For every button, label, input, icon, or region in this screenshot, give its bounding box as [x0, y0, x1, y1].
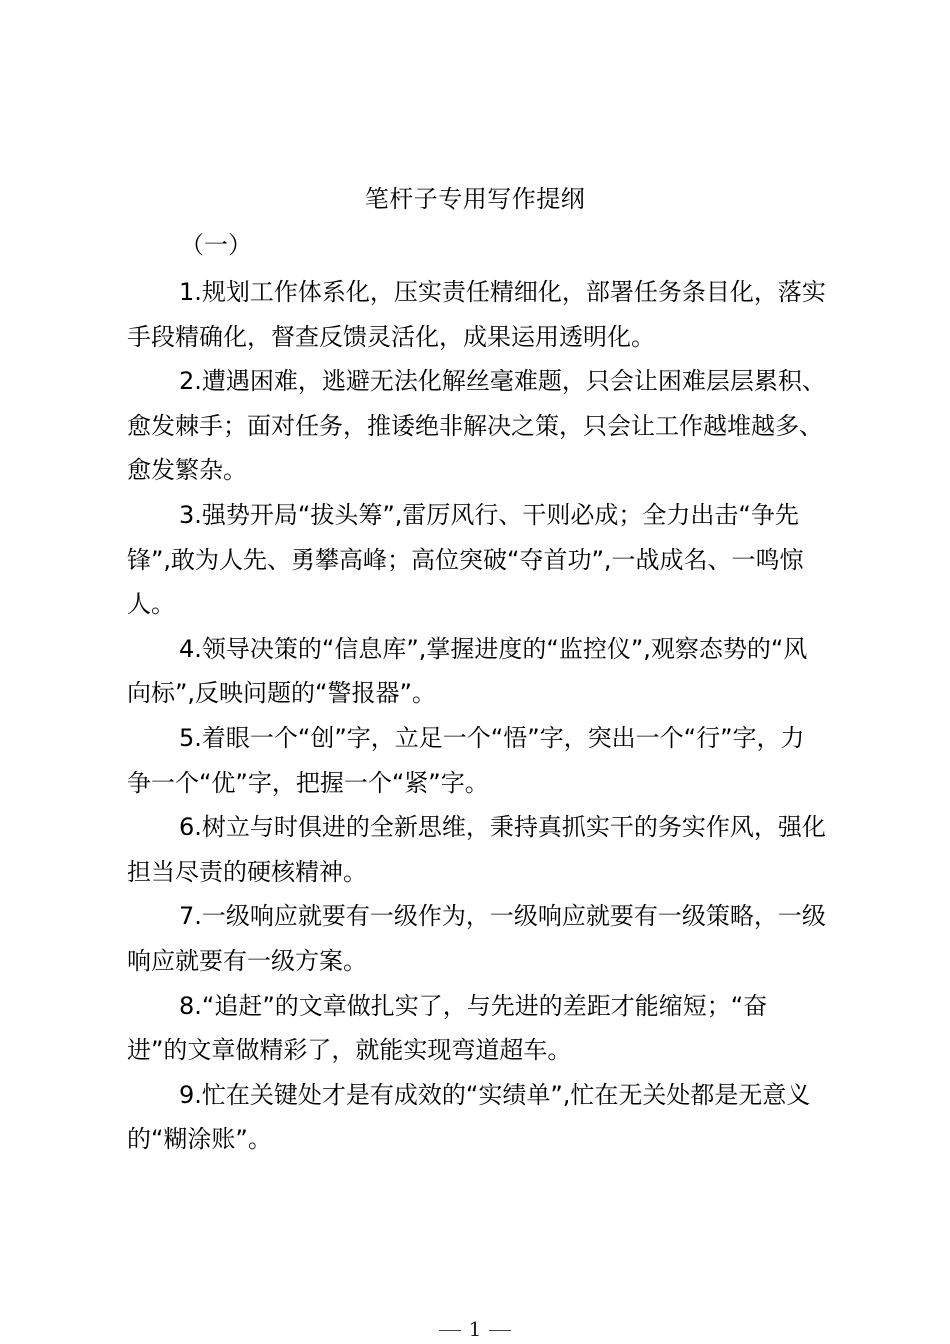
section-heading: （一） — [180, 231, 252, 259]
paragraph-2: 2.遭遇困难，逃避无法化解丝毫难题，只会让困难层层累积、愈发棘手；面对任务，推诿绝非解决之策，只会让工作越堆越多、愈发繁杂。 — [127, 367, 826, 485]
paragraph-3: 3.强势开局“拔头筹”,雷厉风行、干则必成；全力出击“争先锋”,敢为人先、勇攀高峰；高位突破“夺首功”,一战成名、一鸣惊人。 — [127, 500, 804, 619]
paragraph-9: 9.忙在关键处才是有成效的“实绩单”,忙在无关处都是无意义的“糊涂账”。 — [127, 1080, 811, 1154]
document-title: 笔杆子专用写作提纲 — [364, 185, 586, 213]
paragraph-4: 4.领导决策的“信息库”,掌握进度的“监控仪”,观察态势的“风向标”,反映问题的“警报器”。 — [127, 634, 808, 708]
page-number: 1 — [468, 1317, 482, 1341]
footer-dash-left — [439, 1330, 461, 1331]
document-body — [127, 270, 827, 1162]
paragraph-1: 1.规划工作体系化，压实责任精细化，部署任务条目化，落实手段精确化，督查反馈灵活化，成果运用透明化。 — [127, 278, 826, 351]
page-footer — [0, 1315, 950, 1343]
footer-dash-right — [489, 1330, 511, 1331]
paragraph-5: 5.着眼一个“创”字，立足一个“悟”字，突出一个“行”字，力争一个“优”字，把握一个“紧”字。 — [127, 723, 805, 797]
paragraph-7: 7.一级响应就要有一级作为，一级响应就要有一级策略，一级响应就要有一级方案。 — [127, 902, 826, 975]
paragraph-8: 8.“追赶”的文章做扎实了，与先进的差距才能缩短；“奋进”的文章做精彩了，就能实现弯道超车。 — [127, 991, 768, 1065]
paragraph-6: 6.树立与时俱进的全新思维，秉持真抓实干的务实作风，强化担当尽责的硬核精神。 — [127, 813, 826, 886]
